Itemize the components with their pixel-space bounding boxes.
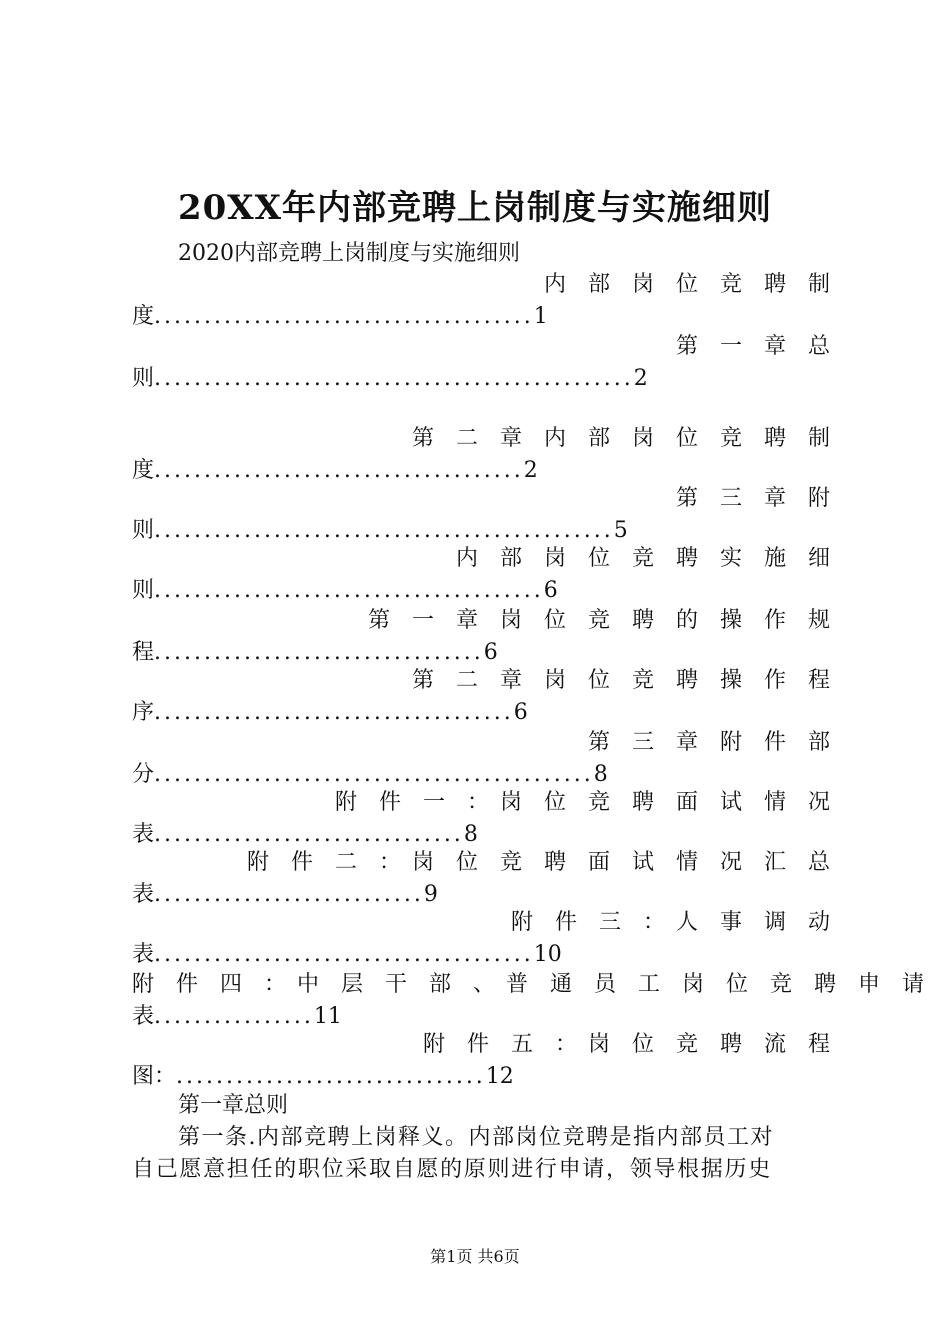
toc-entry-heading: 附 件 四 ： 中 层 干 部 、 普 通 员 工 岗 位 竞 聘 申 请 (132, 972, 925, 997)
toc-entry-tail: 表 (132, 1004, 155, 1029)
page-footer: 第1页 共6页 (430, 1247, 520, 1266)
toc-dot-leader: ....................................... (154, 578, 544, 603)
paragraph-line-1: 第一条.内部竞聘上岗释义。内部岗位竞聘是指内部员工对 (178, 1125, 774, 1150)
toc-page-number: 12 (485, 1064, 514, 1089)
toc-dot-leader: ...................................... (154, 942, 534, 967)
toc-entry-tail: 表 (132, 822, 155, 847)
toc-entry-tail: 则 (132, 518, 155, 543)
toc-dot-leader: ................ (154, 1004, 314, 1029)
toc-entry-tail: 序 (132, 700, 155, 725)
paragraph-line-2: 自己愿意担任的职位采取自愿的原则进行申请，领导根据历史 (132, 1157, 772, 1182)
toc-dot-leader: ............................................ (154, 762, 594, 787)
toc-entry-tail: 则 (132, 366, 155, 391)
toc-page-number: 8 (463, 822, 478, 847)
toc-entry-leader (132, 938, 830, 972)
toc-entry-tail: 分 (132, 762, 155, 787)
toc-entry-leader (132, 696, 830, 730)
toc-dot-leader: ................................................ (154, 366, 634, 391)
toc-page-number: 9 (423, 882, 438, 907)
toc-entry-tail: 图： (132, 1064, 177, 1089)
toc-entry-heading: 第 二 章 岗 位 竞 聘 操 作 程 (411, 668, 830, 693)
toc-entry-heading: 附 件 三 ： 人 事 调 动 (510, 910, 830, 935)
toc-dot-leader: ........................... (154, 882, 424, 907)
toc-entry-leader (132, 300, 830, 334)
toc-entry-leader (132, 1060, 830, 1094)
toc-page-number: 1 (533, 304, 548, 329)
toc-entry-heading: 附 件 一 ： 岗 位 竞 聘 面 试 情 况 (334, 790, 830, 815)
chapter-heading: 第一章总则 (178, 1093, 289, 1118)
toc-page-number: 11 (313, 1004, 342, 1029)
toc-page-number: 6 (483, 640, 498, 665)
toc-entry-tail: 则 (132, 578, 155, 603)
toc-page-number: 2 (523, 458, 538, 483)
toc-entry-heading: 内 部 岗 位 竞 聘 实 施 细 (455, 546, 830, 571)
toc-entry-heading: 第 一 章 总 (675, 334, 830, 359)
toc-entry-heading: 第 三 章 附 件 部 (587, 730, 830, 755)
toc-dot-leader: ............................... (176, 1064, 486, 1089)
toc-entry-heading: 第 二 章 内 部 岗 位 竞 聘 制 (411, 426, 830, 451)
toc-page-number: 2 (633, 366, 648, 391)
toc-page-number: 6 (513, 700, 528, 725)
toc-dot-leader: .............................................. (154, 518, 614, 543)
toc-entry-tail: 度 (132, 458, 155, 483)
toc-entry-heading: 内 部 岗 位 竞 聘 制 (543, 272, 830, 297)
toc-dot-leader: ...................................... (154, 304, 534, 329)
toc-page-number: 8 (593, 762, 608, 787)
toc-entry-leader (132, 574, 830, 608)
toc-entry-tail: 表 (132, 882, 155, 907)
toc-entry-heading: 附 件 二 ： 岗 位 竞 聘 面 试 情 况 汇 总 (246, 850, 830, 875)
toc-page-number: 10 (533, 942, 562, 967)
toc-entry-heading: 第 三 章 附 (675, 486, 830, 511)
toc-dot-leader: ................................. (154, 640, 484, 665)
toc-entry-heading: 第 一 章 岗 位 竞 聘 的 操 作 规 (367, 608, 830, 633)
toc-dot-leader: ............................... (154, 822, 464, 847)
document-title: 20XX年内部竞聘上岗制度与实施细则 (177, 188, 773, 228)
toc-entry-tail: 程 (132, 640, 155, 665)
toc-entry-leader (132, 362, 830, 396)
toc-dot-leader: ..................................... (154, 458, 524, 483)
toc-dot-leader: .................................... (154, 700, 514, 725)
document-subtitle: 2020内部竞聘上岗制度与实施细则 (178, 241, 520, 266)
toc-page-number: 5 (613, 518, 628, 543)
toc-page-number: 6 (543, 578, 558, 603)
toc-entry-heading: 附 件 五 ： 岗 位 竞 聘 流 程 (422, 1032, 830, 1057)
toc-entry-tail: 度 (132, 304, 155, 329)
toc-entry-tail: 表 (132, 942, 155, 967)
